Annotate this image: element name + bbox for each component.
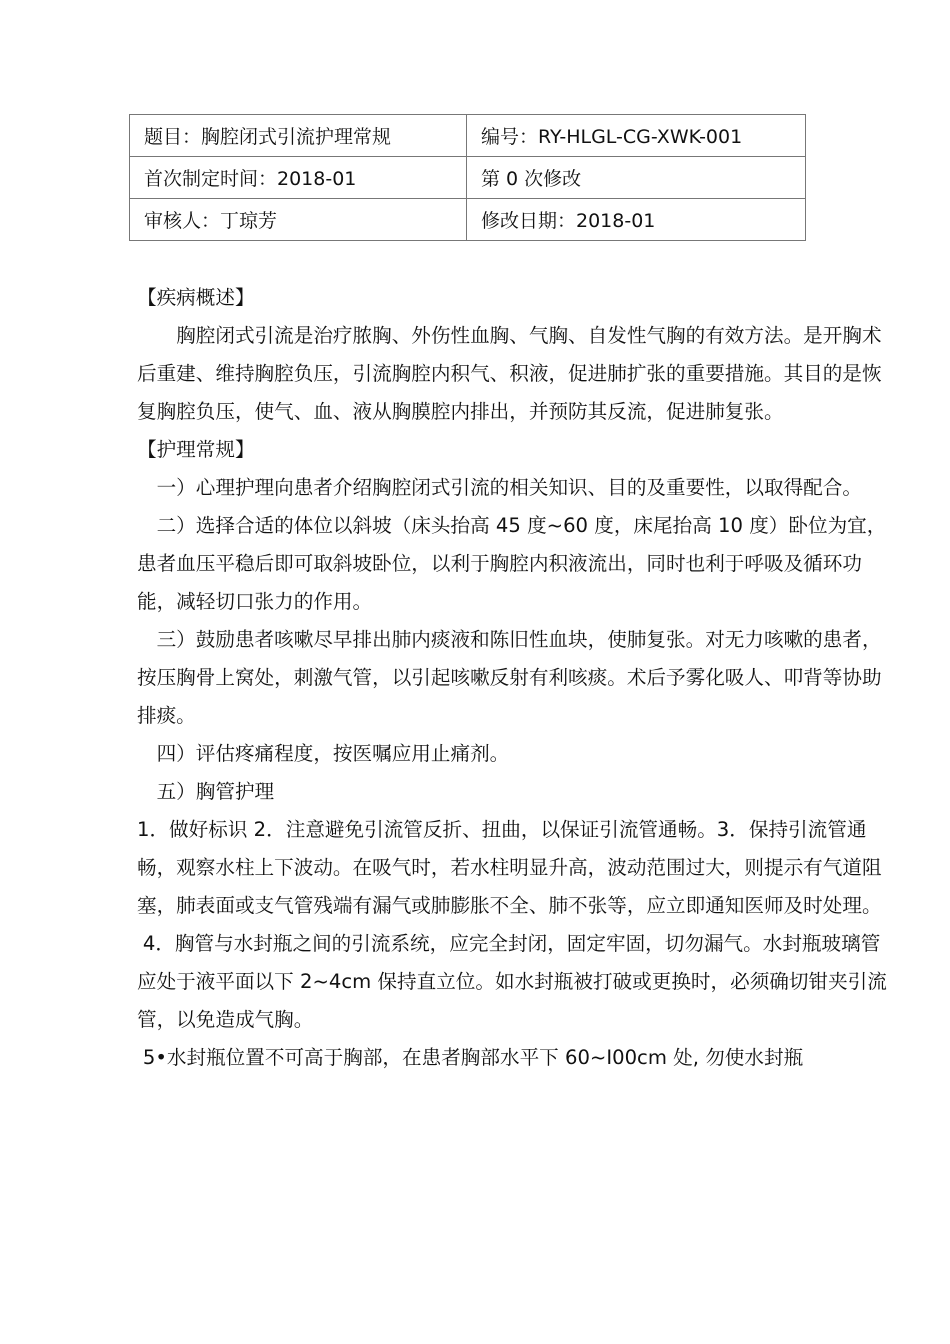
nursing-item-4: 四）评估疼痛程度，按医嘱应用止痛剂。 (156, 742, 510, 765)
header-row (130, 199, 806, 241)
header-row (130, 115, 806, 157)
overview-paragraph: 胸腔闭式引流是治疗脓胸、外伤性血胸、气胸、自发性气胸的有效方法。是开胸术后重建、维持胸腔负压，引流胸腔内积气、积液，促进肺扩张的重要措施。其目的是恢复胸腔负压，使气、血、液从胸膜腔内排出，并预防其反流，促进肺复张。 (137, 324, 882, 423)
reviewer-cell: 审核人：丁琼芳 (130, 199, 467, 241)
tube-care-sub-1: 1．做好标识 2．注意避免引流管反折、扭曲，以保证引流管通畅。3．保持引流管通畅，观察水柱上下波动。在吸气时，若水柱明显升高，波动范围过大，则提示有气道阻塞，肺表面或支气管残端有漏气或肺膨胀不全、肺不张等，应立即通知医师及时处理。 (137, 818, 882, 917)
overview-heading: 【疾病概述】 (137, 286, 255, 309)
doc-title-cell: 题目：胸腔闭式引流护理常规 (130, 115, 467, 157)
nursing-heading: 【护理常规】 (137, 438, 255, 461)
document-body (137, 279, 897, 1077)
doc-code-cell: 编号：RY-HLGL-CG-XWK-001 (467, 115, 806, 157)
revise-date-cell: 修改日期：2018-01 (467, 199, 806, 241)
first-date-cell: 首次制定时间：2018-01 (130, 157, 467, 199)
header-table (129, 114, 806, 241)
nursing-item-3: 三）鼓励患者咳嗽尽早排出肺内痰液和陈旧性血块，使肺复张。对无力咳嗽的患者，按压胸骨上窝处，刺激气管，以引起咳嗽反射有利咳痰。术后予雾化吸人、叩背等协助排痰。 (137, 628, 882, 727)
header-row (130, 157, 806, 199)
tube-care-sub-4: 4．胸管与水封瓶之间的引流系统，应完全封闭，固定牢固，切勿漏气。水封瓶玻璃管应处于液平面以下 2~4cm 保持直立位。如水封瓶被打破或更换时，必须确切钳夹引流管，以免造成气胸。 (137, 932, 887, 1031)
revision-cell: 第 0 次修改 (467, 157, 806, 199)
nursing-item-5: 五）胸管护理 (156, 780, 275, 803)
nursing-item-2: 二）选择合适的体位以斜坡（床头抬高 45 度~60 度，床尾抬高 10 度）卧位为宜，患者血压平稳后即可取斜坡卧位，以利于胸腔内积液流出，同时也利于呼吸及循环功能，减轻切口张力的作用。 (137, 514, 887, 613)
nursing-item-1: 一）心理护理向患者介绍胸腔闭式引流的相关知识、目的及重要性，以取得配合。 (156, 476, 862, 499)
tube-care-sub-5: 5•水封瓶位置不可高于胸部，在患者胸部水平下 60~I00cm 处, 勿使水封瓶 (142, 1046, 804, 1069)
